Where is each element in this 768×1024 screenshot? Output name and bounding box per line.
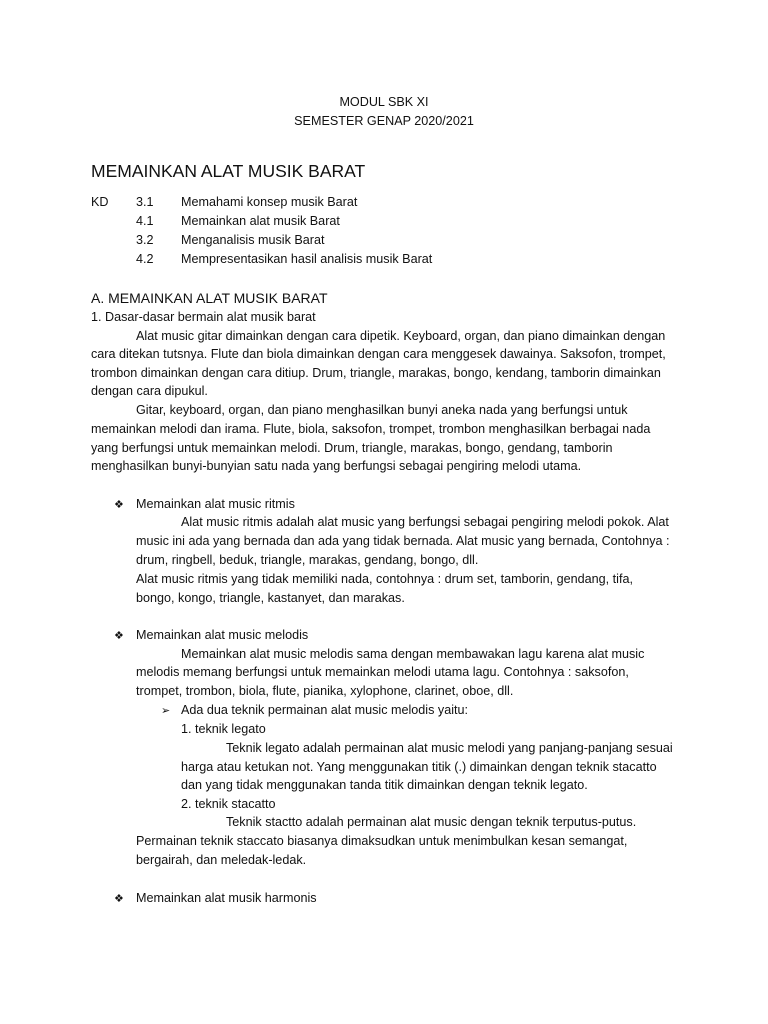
paragraph-line: Memainkan alat music melodis sama dengan membawakan lagu karena alat music: [181, 647, 645, 661]
semester-title: SEMESTER GENAP 2020/2021: [294, 114, 474, 128]
technique-title: 2. teknik stacatto: [181, 797, 276, 811]
bullet-title: Memainkan alat music melodis: [136, 628, 309, 642]
paragraph-line: trombon dimainkan dengan cara ditiup. Drum, triangle, marakas, bongo, kendang, tamborin dimainkan: [91, 366, 661, 380]
kd-text: Memainkan alat musik Barat: [181, 214, 340, 228]
paragraph-line: bergairah, dan meledak-ledak.: [136, 853, 307, 867]
kd-num: 3.1: [136, 195, 154, 209]
paragraph-line: Teknik legato adalah permainan alat music melodi yang panjang-panjang sesuai: [226, 741, 673, 755]
paragraph-line: music ini ada yang bernada dan ada yang tidak bernada. Alat music yang bernada, Contohnya :: [136, 534, 670, 548]
kd-num: 3.2: [136, 233, 154, 247]
section-heading: A. MEMAINKAN ALAT MUSIK BARAT: [91, 290, 328, 306]
kd-num: 4.1: [136, 214, 154, 228]
diamond-bullet-icon: ❖: [114, 630, 124, 642]
kd-label: KD: [91, 195, 109, 209]
technique-title: 1. teknik legato: [181, 722, 266, 736]
bullet-title: Memainkan alat music ritmis: [136, 497, 295, 511]
diamond-bullet-icon: ❖: [114, 893, 124, 905]
paragraph-line: melodis memang berfungsi untuk memainkan melodi utama lagu. Contohnya : saksofon,: [136, 665, 629, 679]
paragraph-line: Alat music ritmis yang tidak memiliki nada, contohnya : drum set, tamborin, gendang, tifa,: [136, 572, 633, 586]
paragraph-line: cara ditekan tutsnya. Flute dan biola dimainkan dengan cara menggesek dawainya. Saksofon, trompet,: [91, 347, 666, 361]
paragraph-line: yang berfungsi untuk memainkan melodi. Drum, triangle, marakas, bongo, gendang, tamborin: [91, 441, 613, 455]
diamond-bullet-icon: ❖: [114, 499, 124, 511]
kd-text: Menganalisis musik Barat: [181, 233, 325, 247]
paragraph-line: bongo, kongo, triangle, kastanyet, dan marakas.: [136, 591, 405, 605]
paragraph-line: harga atau ketukan not. Yang menggunakan titik (.) dimainkan dengan teknik stacatto: [181, 760, 657, 774]
paragraph-line: Permainan teknik staccato biasanya dimaksudkan untuk menimbulkan kesan semangat,: [136, 834, 628, 848]
paragraph-line: Teknik stactto adalah permainan alat music dengan teknik terputus-putus.: [226, 815, 637, 829]
kd-num: 4.2: [136, 252, 154, 266]
paragraph-line: Alat music gitar dimainkan dengan cara dipetik. Keyboard, organ, dan piano dimainkan dengan: [136, 329, 666, 343]
paragraph-line: dengan cara dipukul.: [91, 384, 208, 398]
module-title: MODUL SBK XI: [339, 95, 429, 109]
paragraph-line: memainkan melodi dan irama. Flute, biola, saksofon, trompet, trombon menghasilkan berbagai nada: [91, 422, 651, 436]
bullet-title: Memainkan alat musik harmonis: [136, 891, 317, 905]
page-title: MEMAINKAN ALAT MUSIK BARAT: [91, 161, 366, 181]
paragraph-line: drum, ringbell, beduk, triangle, marakas, gendang, bongo, dll.: [136, 553, 479, 567]
paragraph-line: dan yang tidak menggunakan tanda titik dimainkan dengan teknik legato.: [181, 778, 588, 792]
arrow-bullet-icon: ➢: [161, 705, 171, 717]
kd-text: Memahami konsep musik Barat: [181, 195, 358, 209]
subbullet-title: Ada dua teknik permainan alat music melodis yaitu:: [181, 703, 469, 717]
paragraph-line: trompet, trombon, biola, flute, pianika, xylophone, clarinet, oboe, dll.: [136, 684, 514, 698]
paragraph-line: Alat music ritmis adalah alat music yang berfungsi sebagai pengiring melodi pokok. Alat: [181, 515, 669, 529]
subsection-title: 1. Dasar-dasar bermain alat musik barat: [91, 310, 316, 324]
paragraph-line: menghasilkan bunyi-bunyian satu nada yang berfungsi sebagai pengiring melodi utama.: [91, 459, 582, 473]
paragraph-line: Gitar, keyboard, organ, dan piano menghasilkan bunyi aneka nada yang berfungsi untuk: [136, 403, 628, 417]
kd-text: Mempresentasikan hasil analisis musik Barat: [181, 252, 433, 266]
